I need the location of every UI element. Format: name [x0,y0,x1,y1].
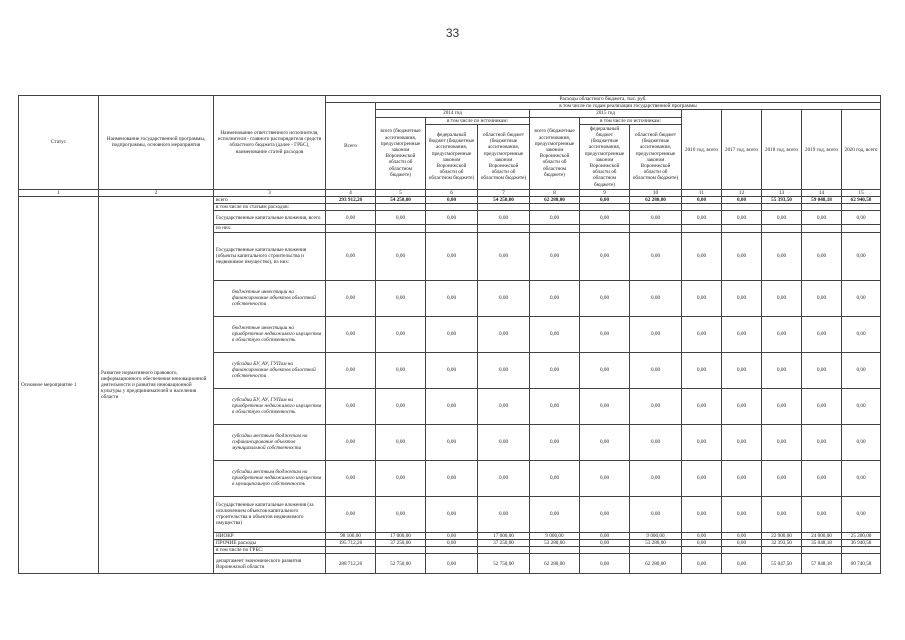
value-cell: 53 280,00 [530,539,580,546]
value-cell: 0,00 [722,352,762,388]
value-cell: 0,00 [630,388,682,424]
value-cell [478,225,530,232]
value-cell: 0,00 [426,496,478,532]
header-federal-2015: федеральный бюджет (бюджетные ассигнования, предусмотренные законом Воронежской области об областном бюджете) [580,124,630,189]
value-cell: 0,00 [762,496,802,532]
value-cell: 55 047,50 [762,554,802,574]
value-cell: 293 912,26 [326,197,376,204]
column-number: 4 [326,189,376,196]
header-2017: 2017 год, всего [722,110,762,189]
value-cell: 57 848,18 [802,554,842,574]
value-cell: 0,00 [326,460,376,496]
header-2019: 2019 год, всего [802,110,842,189]
header-by-sources-2014: в том числе по источникам: [426,117,530,124]
value-cell: 0,00 [478,316,530,352]
value-cell: 0,00 [478,232,530,280]
value-cell: 98 100,00 [326,532,376,539]
row-label: департамент экономического развития Воронежской области [214,554,326,574]
value-cell: 0,00 [630,460,682,496]
value-cell: 62 280,00 [630,554,682,574]
column-number: 12 [722,189,762,196]
value-cell: 0,00 [478,496,530,532]
value-cell: 0,00 [478,424,530,460]
value-cell: 0,00 [802,496,842,532]
value-cell: 0,00 [580,424,630,460]
column-number: 7 [478,189,530,196]
header-federal-2014: федеральный бюджет (бюджетные ассигнования, предусмотренные законом Воронежской области об областном бюджете) [426,124,478,189]
value-cell [842,547,881,554]
header-year-2014: 2014 год [376,110,530,117]
value-cell: 0,00 [530,424,580,460]
value-cell: 0,00 [682,211,722,225]
value-cell [630,547,682,554]
value-cell: 0,00 [722,232,762,280]
value-cell [326,204,376,211]
header-regional-2015: областной бюджет (бюджетные ассигнования, предусмотренные законом Воронежской области об областном бюджете) [630,124,682,189]
header-2016: 2016 год, всего [682,110,722,189]
header-status: Статус [19,96,99,190]
column-number: 14 [802,189,842,196]
value-cell: 0,00 [842,352,881,388]
value-cell [478,547,530,554]
value-cell [762,204,802,211]
value-cell: 0,00 [326,211,376,225]
value-cell [722,204,762,211]
row-label: субсидии местным бюджетам на софинансирование объектов муниципальной собственности [214,424,326,460]
value-cell: 0,00 [762,424,802,460]
value-cell [682,547,722,554]
value-cell: 17 000,00 [478,532,530,539]
value-cell: 0,00 [326,388,376,424]
budget-table [18,95,881,574]
value-cell: 0,00 [762,232,802,280]
value-cell: 0,00 [722,211,762,225]
value-cell: 0,00 [802,232,842,280]
value-cell: 0,00 [630,211,682,225]
value-cell: 0,00 [530,388,580,424]
value-cell: 32 393,50 [762,539,802,546]
row-label: из них: [214,225,326,232]
value-cell: 0,00 [722,388,762,424]
column-number: 6 [426,189,478,196]
value-cell: 0,00 [530,211,580,225]
value-cell: 0,00 [682,496,722,532]
value-cell: 0,00 [580,316,630,352]
value-cell: 0,00 [426,388,478,424]
value-cell: 36 940,58 [842,539,881,546]
value-cell [722,225,762,232]
column-number: 3 [214,189,326,196]
value-cell: 53 280,00 [630,539,682,546]
header-regional-2014: областной бюджет (бюджетные ассигнования, предусмотренные законом Воронежской области об областном бюджете) [478,124,530,189]
row-label: в том числе по ГРБС: [214,547,326,554]
value-cell: 0,00 [426,424,478,460]
value-cell [802,225,842,232]
value-cell: 0,00 [326,352,376,388]
value-cell [630,204,682,211]
value-cell: 0,00 [426,460,478,496]
value-cell: 0,00 [376,211,426,225]
value-cell [682,204,722,211]
column-number: 2 [99,189,214,196]
value-cell: 9 000,00 [530,532,580,539]
value-cell: 0,00 [842,280,881,316]
row-label: всего [214,197,326,204]
value-cell: 52 750,00 [376,554,426,574]
value-cell: 0,00 [580,197,630,204]
value-cell: 0,00 [580,388,630,424]
page-number: 33 [445,26,460,40]
column-number: 13 [762,189,802,196]
header-program-name: Наименование государственной программы, подпрограммы, основного мероприятия [99,96,214,190]
value-cell: 0,00 [478,211,530,225]
value-cell: 0,00 [682,232,722,280]
value-cell [376,204,426,211]
row-label: субсидии местным бюджетам на приобретение недвижимого имущества в муниципальную собственность [214,460,326,496]
value-cell: 0,00 [426,316,478,352]
value-cell: 24 000,00 [802,532,842,539]
column-number: 1 [19,189,99,196]
value-cell: 0,00 [478,352,530,388]
value-cell: 0,00 [426,532,478,539]
value-cell: 0,00 [326,496,376,532]
value-cell: 0,00 [326,232,376,280]
value-cell: 0,00 [580,232,630,280]
value-cell: 0,00 [842,460,881,496]
value-cell: 0,00 [682,388,722,424]
column-number: 5 [376,189,426,196]
column-number: 8 [530,189,580,196]
value-cell: 54 250,00 [478,197,530,204]
value-cell: 0,00 [682,460,722,496]
value-cell: 0,00 [630,496,682,532]
value-cell [762,225,802,232]
value-cell: 0,00 [682,532,722,539]
header-total: Всего [326,103,376,190]
value-cell [682,225,722,232]
row-label: субсидии БУ, АУ, ГУПам на приобретение недвижимого имущества в областную собственность [214,388,326,424]
value-cell: 0,00 [630,316,682,352]
value-cell: 0,00 [802,280,842,316]
value-cell: 0,00 [842,211,881,225]
value-cell [580,547,630,554]
value-cell: 0,00 [802,352,842,388]
value-cell [802,547,842,554]
value-cell: 0,00 [722,424,762,460]
value-cell: 55 393,50 [762,197,802,204]
value-cell: 0,00 [376,232,426,280]
value-cell: 0,00 [762,388,802,424]
value-cell: 22 900,00 [762,532,802,539]
value-cell: 0,00 [580,554,630,574]
header-total-2014: всего (бюджетные ассигнования, предусмотренные законом Воронежской области об областном бюджете) [376,117,426,189]
column-number: 9 [580,189,630,196]
value-cell: 0,00 [376,388,426,424]
value-cell: 0,00 [722,316,762,352]
value-cell: 0,00 [580,532,630,539]
header-by-year: в том числе по годам реализации государственной программы [376,103,881,110]
value-cell: 0,00 [842,316,881,352]
program-cell: Развитие нормативного правового, информационного обеспечения инновационной деятельности и развития инновационной культуры у предпринимателей и населения области [99,197,214,574]
header-executor: Наименование ответственного исполнителя, исполнителя - главного распорядителя средств областного бюджета (далее - ГРБС), наименование статей расходов [214,96,326,190]
value-cell: 0,00 [580,496,630,532]
value-cell [802,204,842,211]
value-cell: 37 250,00 [478,539,530,546]
value-cell: 0,00 [630,280,682,316]
row-label: Государственные капитальные вложения (за исключением объектов капитального строительства и объектов недвижимого имущества) [214,496,326,532]
table-header [19,96,881,197]
value-cell [530,547,580,554]
value-cell: 0,00 [682,280,722,316]
row-label: в том числе по статьям расходов: [214,204,326,211]
row-label: Государственные капитальные вложения, всего [214,211,326,225]
column-number: 15 [842,189,881,196]
value-cell: 0,00 [722,496,762,532]
value-cell [580,204,630,211]
value-cell [376,225,426,232]
value-cell: 0,00 [762,316,802,352]
value-cell: 0,00 [326,424,376,460]
value-cell [376,547,426,554]
value-cell: 0,00 [326,316,376,352]
value-cell: 0,00 [580,352,630,388]
value-cell: 0,00 [722,197,762,204]
value-cell: 0,00 [762,211,802,225]
value-cell: 52 750,00 [478,554,530,574]
header-2020: 2020 год, всего [842,110,881,189]
value-cell: 0,00 [426,539,478,546]
value-cell: 54 250,00 [376,197,426,204]
value-cell: 0,00 [530,232,580,280]
value-cell: 0,00 [682,424,722,460]
value-cell: 35 048,18 [802,539,842,546]
value-cell: 0,00 [762,460,802,496]
value-cell [326,225,376,232]
value-cell: 0,00 [426,232,478,280]
value-cell: 9 000,00 [630,532,682,539]
column-number: 10 [630,189,682,196]
value-cell: 0,00 [802,460,842,496]
value-cell: 0,00 [478,388,530,424]
value-cell: 0,00 [842,496,881,532]
value-cell: 0,00 [630,352,682,388]
value-cell: 60 740,58 [842,554,881,574]
column-number: 11 [682,189,722,196]
value-cell: 0,00 [326,280,376,316]
header-2018: 2018 год, всего [762,110,802,189]
value-cell: 0,00 [530,280,580,316]
value-cell: 0,00 [530,460,580,496]
value-cell [530,225,580,232]
value-cell: 59 048,18 [802,197,842,204]
value-cell: 0,00 [722,280,762,316]
row-label: субсидии БУ, АУ, ГУПам на финансирование объектов областной собственности [214,352,326,388]
value-cell: 0,00 [802,211,842,225]
header-by-sources-2015: в том числе по источникам: [580,117,682,124]
value-cell: 62 280,00 [530,197,580,204]
value-cell [762,547,802,554]
row-label: Государственные капитальные вложения (объекты капитального строительства и недвижимое имущество), из них: [214,232,326,280]
row-label: бюджетные инвестиции на приобретение недвижимого имущества в областную собственность [214,316,326,352]
value-cell: 0,00 [762,280,802,316]
value-cell: 0,00 [478,460,530,496]
value-cell: 0,00 [478,280,530,316]
value-cell: 0,00 [682,316,722,352]
value-cell: 0,00 [802,388,842,424]
value-cell [630,225,682,232]
value-cell: 0,00 [580,211,630,225]
row-label: ПРОЧИЕ расходы [214,539,326,546]
value-cell: 0,00 [630,424,682,460]
value-cell: 0,00 [376,424,426,460]
value-cell: 25 200,00 [842,532,881,539]
value-cell: 62 940,58 [842,197,881,204]
value-cell: 0,00 [802,316,842,352]
row-label: НИОКР [214,532,326,539]
value-cell [842,225,881,232]
value-cell: 0,00 [722,539,762,546]
header-expenses-title: Расходы областного бюджета, тыс. руб. [326,96,881,103]
table-row [19,197,881,204]
value-cell: 0,00 [580,460,630,496]
value-cell: 0,00 [426,280,478,316]
value-cell: 0,00 [530,496,580,532]
value-cell: 0,00 [842,388,881,424]
value-cell: 0,00 [376,316,426,352]
value-cell: 0,00 [376,352,426,388]
value-cell: 0,00 [426,554,478,574]
value-cell: 37 250,00 [376,539,426,546]
value-cell: 0,00 [426,211,478,225]
header-year-2015: 2015 год [530,110,682,117]
value-cell: 0,00 [722,532,762,539]
row-label: бюджетные инвестиции на финансирование объектов областной собственности [214,280,326,316]
value-cell: 0,00 [682,539,722,546]
value-cell: 62 280,00 [530,554,580,574]
value-cell: 0,00 [722,554,762,574]
value-cell: 0,00 [530,352,580,388]
table-body [19,197,881,574]
value-cell: 288 712,26 [326,554,376,574]
status-cell: Основное мероприятие 1 [19,197,99,574]
value-cell: 0,00 [762,352,802,388]
value-cell: 0,00 [682,352,722,388]
value-cell [722,547,762,554]
header-total-2015: всего (бюджетные ассигнования, предусмотренные законом Воронежской области об областном бюджете) [530,117,580,189]
value-cell: 0,00 [630,232,682,280]
value-cell [426,547,478,554]
value-cell: 0,00 [682,197,722,204]
value-cell: 0,00 [802,424,842,460]
value-cell [478,204,530,211]
value-cell: 0,00 [530,316,580,352]
value-cell: 0,00 [426,197,478,204]
value-cell: 0,00 [842,424,881,460]
value-cell [426,204,478,211]
value-cell: 0,00 [682,554,722,574]
value-cell: 17 000,00 [376,532,426,539]
value-cell: 195 712,26 [326,539,376,546]
value-cell [530,204,580,211]
value-cell: 0,00 [376,460,426,496]
value-cell [580,225,630,232]
value-cell: 0,00 [580,280,630,316]
value-cell [426,225,478,232]
value-cell [326,547,376,554]
value-cell: 0,00 [842,232,881,280]
value-cell: 62 280,00 [630,197,682,204]
value-cell: 0,00 [722,460,762,496]
value-cell: 0,00 [376,496,426,532]
value-cell: 0,00 [426,352,478,388]
value-cell: 0,00 [580,539,630,546]
value-cell: 0,00 [376,280,426,316]
value-cell [842,204,881,211]
